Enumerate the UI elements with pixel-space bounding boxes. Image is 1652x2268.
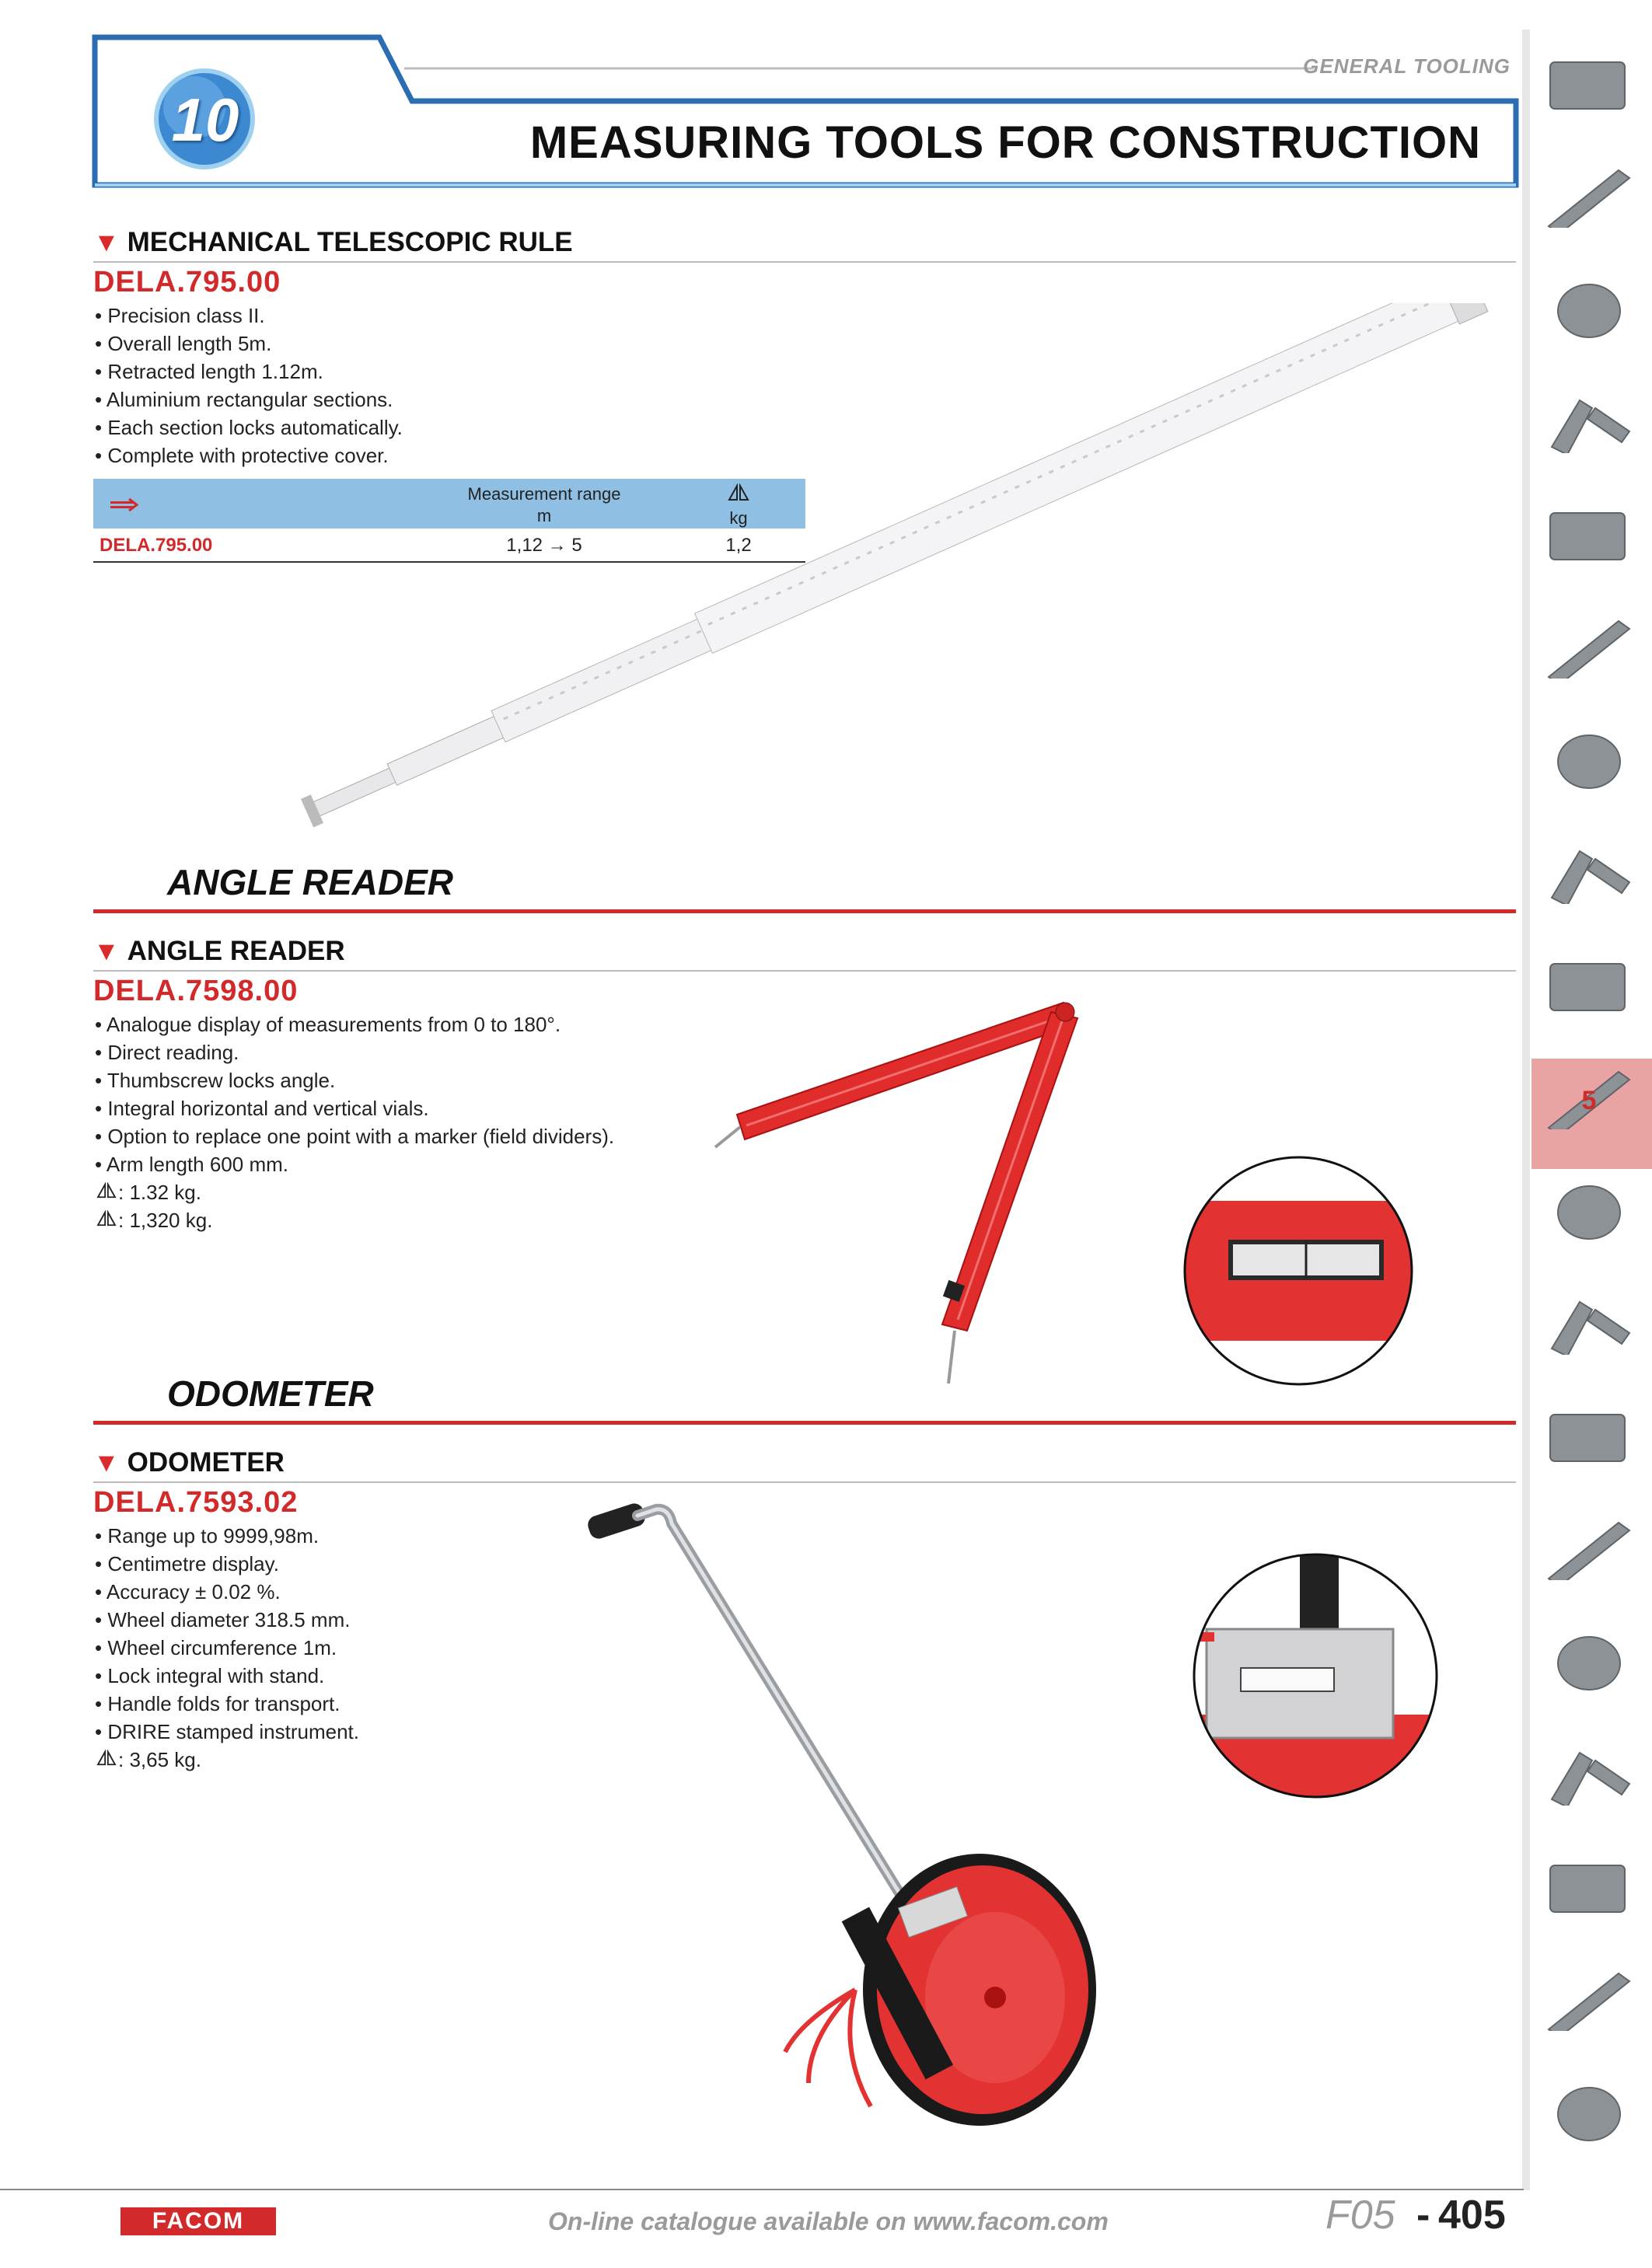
column-range-label: Measurement range <box>467 484 621 504</box>
wrench-icon[interactable] <box>1533 497 1648 566</box>
feature-item: • Arm length 600 mm. <box>95 1153 288 1176</box>
feature-item: • Aluminium rectangular sections. <box>95 388 393 411</box>
weight-icon <box>95 1210 118 1227</box>
caliper-icon[interactable] <box>1533 1624 1648 1693</box>
feature-item: • Each section locks automatically. <box>95 416 403 439</box>
footer-rule <box>0 2189 1524 2190</box>
section-tag: GENERAL TOOLING <box>1303 54 1511 78</box>
feature-item: • Wheel diameter 318.5 mm. <box>95 1608 351 1631</box>
cell-range: 1,12 → 5 <box>506 535 582 556</box>
divider <box>93 970 1516 972</box>
product-heading-odometer <box>93 1447 285 1478</box>
triangle-bullet-icon: ▼ <box>93 937 120 966</box>
product-heading-text: ANGLE READER <box>127 936 345 966</box>
divider <box>93 1481 1516 1483</box>
feature-item: • Analogue display of measurements from 0 to 180°. <box>95 1013 561 1036</box>
weight-icon <box>95 1750 118 1767</box>
online-catalogue-text: On-line catalogue available on www.facom.com <box>548 2207 1109 2235</box>
feature-item: • Integral horizontal and vertical vials. <box>95 1097 429 1120</box>
weight-line <box>95 1206 639 1234</box>
electrical-pylon-icon[interactable] <box>1533 1850 1648 1918</box>
column-weight-unit: kg <box>729 508 748 528</box>
telescopic-rule-image <box>233 303 1524 832</box>
toolbox-icon[interactable] <box>1533 385 1648 453</box>
weight-value: : 1.32 kg. <box>118 1181 201 1204</box>
active-chapter-badge: 5 <box>1581 1086 1597 1115</box>
cell-ref: DELA.795.00 <box>100 535 213 556</box>
triangle-bullet-icon: ▼ <box>93 228 120 257</box>
cell-weight: 1,2 <box>725 535 752 556</box>
product-heading-rule <box>93 227 573 258</box>
angle-reader-image <box>700 995 1088 1399</box>
product-ref: DELA.7593.02 <box>93 1486 299 1519</box>
angle-detail-image <box>1182 1154 1415 1387</box>
facom-logo: FACOM <box>120 2207 276 2235</box>
feature-item: • Retracted length 1.12m. <box>95 360 323 383</box>
tape-measure-icon[interactable] <box>1533 1061 1648 1129</box>
feature-list <box>95 1010 639 1234</box>
product-ref: DELA.795.00 <box>93 266 281 298</box>
divider <box>93 261 1516 263</box>
section-heading-odometer: ODOMETER <box>167 1373 374 1414</box>
feature-item: • Thumbscrew locks angle. <box>95 1069 336 1092</box>
pliers-icon[interactable] <box>1533 948 1648 1017</box>
feature-item: • Handle folds for transport. <box>95 1692 341 1715</box>
aircraft-icon[interactable] <box>1533 1737 1648 1806</box>
weight-line <box>95 1178 639 1206</box>
feature-item: • Overall length 5m. <box>95 332 272 355</box>
product-heading-angle <box>93 936 345 967</box>
weight-value: : 3,65 kg. <box>118 1748 201 1771</box>
feature-item: • Wheel circumference 1m. <box>95 1636 337 1659</box>
page-number: 405 <box>1438 2193 1506 2238</box>
product-heading-text: MECHANICAL TELESCOPIC RULE <box>127 227 573 257</box>
tool-cart-icon[interactable] <box>1533 47 1648 115</box>
chapter-number: 10 <box>171 85 239 154</box>
feature-item: • Accuracy ± 0.02 %. <box>95 1580 281 1603</box>
triangle-bullet-icon: ▼ <box>93 1448 120 1478</box>
hammer-icon[interactable] <box>1533 1174 1648 1242</box>
weight-icon <box>95 1182 118 1199</box>
feature-item: • Centimetre display. <box>95 1552 279 1575</box>
sidebar-rail <box>1522 30 1530 2190</box>
section-rule <box>93 1421 1516 1425</box>
key-icon[interactable] <box>1533 836 1648 904</box>
odometer-image <box>575 1492 1182 2130</box>
hacksaw-icon[interactable] <box>1533 1286 1648 1355</box>
feature-item: • Complete with protective cover. <box>95 444 389 467</box>
puller-icon[interactable] <box>1533 1399 1648 1467</box>
workbench-icon[interactable] <box>1533 272 1648 340</box>
product-ref: DELA.7598.00 <box>93 975 299 1007</box>
tool-cabinet-icon[interactable] <box>1533 159 1648 228</box>
socket-icon[interactable] <box>1533 610 1648 679</box>
page-code: F05 <box>1325 2193 1395 2238</box>
impact-wrench-icon[interactable] <box>1533 1512 1648 1580</box>
electronics-chip-icon[interactable] <box>1533 1963 1648 2031</box>
facom-ref-icon <box>110 497 138 511</box>
odometer-detail-image <box>1191 1551 1440 1800</box>
feature-item: • Range up to 9999,98m. <box>95 1524 320 1547</box>
feature-item: • Direct reading. <box>95 1041 239 1064</box>
weight-line <box>95 1746 359 1774</box>
feature-item: • Precision class II. <box>95 304 265 327</box>
weight-value: : 1,320 kg. <box>118 1209 213 1232</box>
section-heading-angle: ANGLE READER <box>167 862 454 902</box>
feature-list <box>95 1522 359 1774</box>
car-icon[interactable] <box>1533 2075 1648 2144</box>
feature-item: • Lock integral with stand. <box>95 1664 325 1687</box>
page-title: MEASURING TOOLS FOR CONSTRUCTION <box>529 117 1481 168</box>
feature-item: • Option to replace one point with a marker (field dividers). <box>95 1125 615 1148</box>
section-rule <box>93 909 1516 913</box>
screwdriver-icon[interactable] <box>1533 723 1648 791</box>
page-separator: - <box>1416 2193 1430 2238</box>
column-range-unit: m <box>536 506 552 525</box>
feature-item: • DRIRE stamped instrument. <box>95 1720 359 1743</box>
product-heading-text: ODOMETER <box>127 1447 285 1478</box>
